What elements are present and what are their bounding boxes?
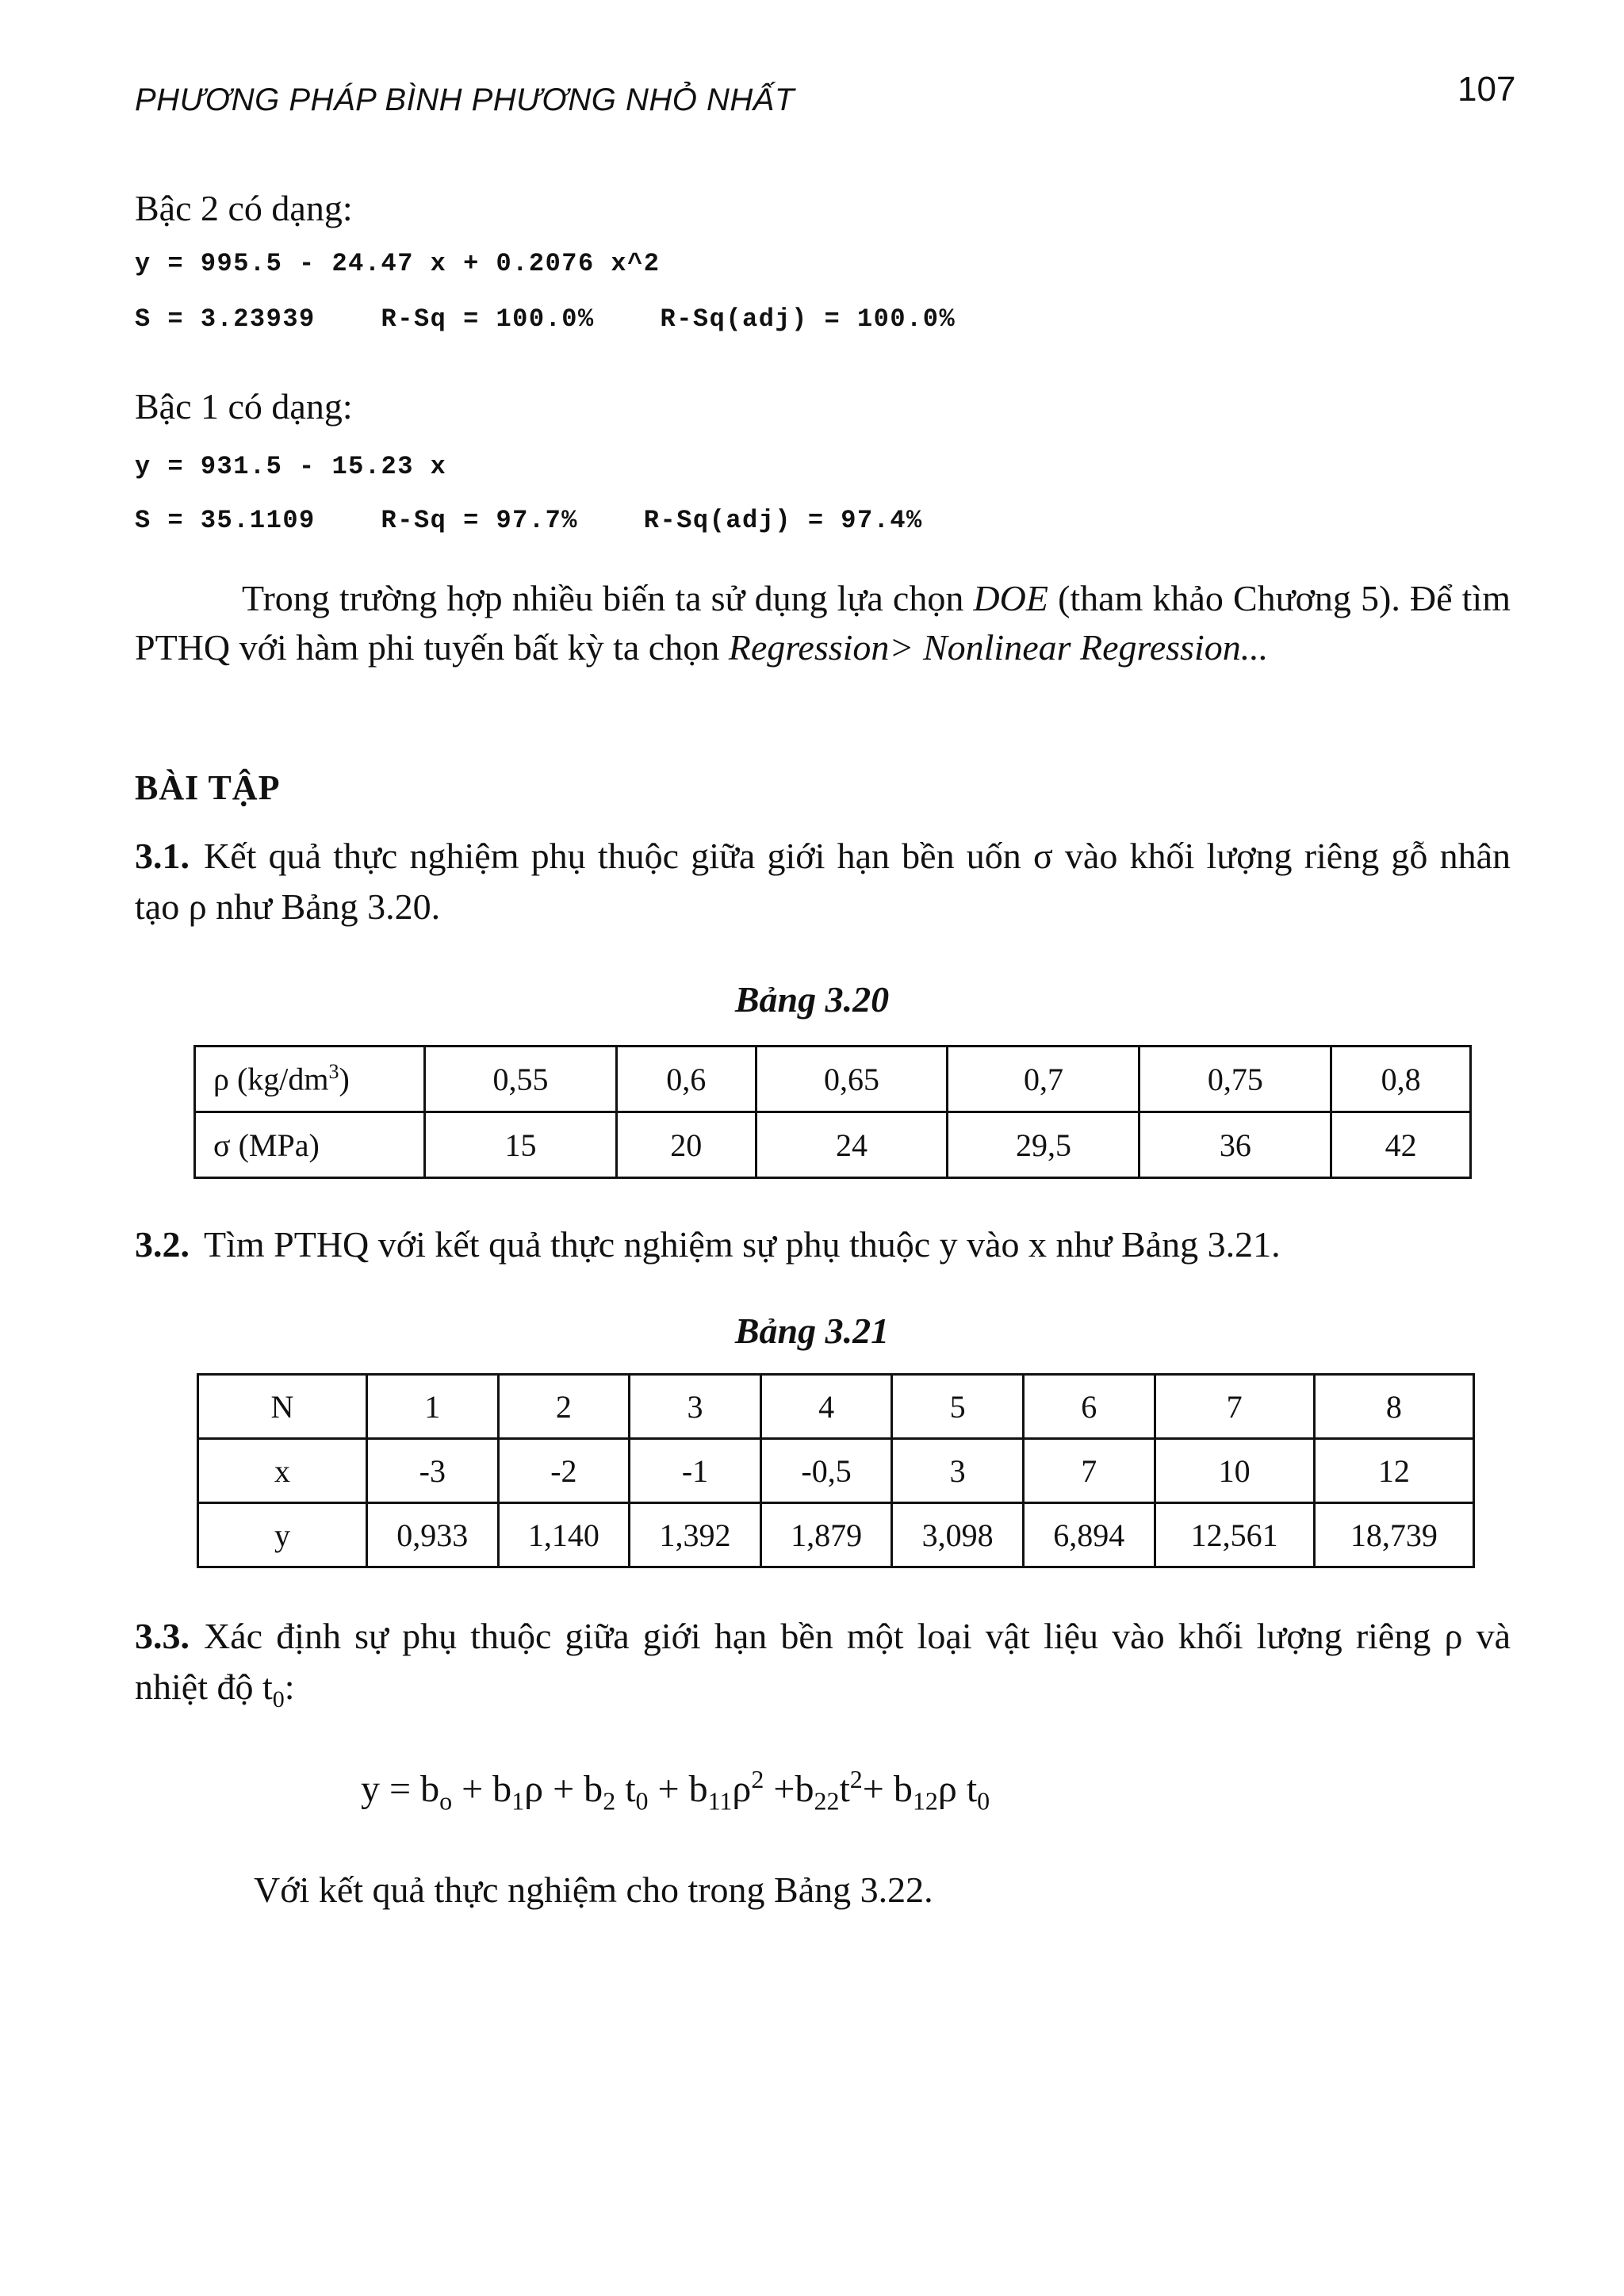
table-cell: 20 — [616, 1112, 756, 1178]
table-cell: 10 — [1155, 1439, 1314, 1503]
row-label-rho: ρ $(kg/dm^3)$ — [195, 1047, 425, 1112]
order2-stats: S = 3.23939 R-Sq = 100.0% R-Sq(adj) = 100.0% — [135, 304, 956, 334]
order2-heading: Bậc 2 có dạng: — [135, 188, 353, 228]
exercise-text: Kết quả thực nghiệm phụ thuộc giữa giới hạn bền uốn σ vào khối lượng riêng gỗ nhân tạo ρ như Bảng 3.20. — [135, 836, 1511, 927]
table-cell: -3 — [367, 1439, 499, 1503]
note-text-1: Trong trường hợp nhiều biến ta sử dụng lựa chọn — [242, 578, 974, 618]
table-cell: 7 — [1155, 1375, 1314, 1439]
table-row — [198, 1439, 1474, 1503]
table-3-20-caption: Bảng 3.20 — [734, 979, 890, 1020]
table-cell: 15 — [425, 1112, 617, 1178]
exercise-number: 3.2. — [135, 1224, 190, 1265]
table-3-21-caption: Bảng 3.21 — [734, 1311, 890, 1351]
table-cell: 1,879 — [760, 1503, 892, 1567]
table-cell: 7 — [1023, 1439, 1155, 1503]
table-cell: 18,739 — [1314, 1503, 1473, 1567]
order1-stats: S = 35.1109 R-Sq = 97.7% R-Sq(adj) = 97.4% — [135, 506, 923, 535]
table-cell: 0,7 — [948, 1047, 1139, 1112]
table-cell: 0,55 — [425, 1047, 617, 1112]
note-menu-path: Regression> Nonlinear Regression... — [728, 627, 1269, 668]
table-cell: 0,933 — [367, 1503, 499, 1567]
table-3-20 — [193, 1045, 1472, 1179]
table-cell: 3 — [892, 1439, 1024, 1503]
table-cell: 3 — [630, 1375, 761, 1439]
exercise-3-3-closing: Với kết quả thực nghiệm cho trong Bảng 3.22. — [254, 1869, 933, 1910]
row-label-sigma: σ (MPa) — [195, 1112, 425, 1178]
note-paragraph — [135, 574, 1511, 672]
table-3-21 — [197, 1373, 1475, 1568]
exercise-text-sub: 0 — [272, 1686, 285, 1713]
table-cell: 6,894 — [1023, 1503, 1155, 1567]
exercise-3-1 — [135, 831, 1511, 932]
exercise-3-3 — [135, 1611, 1511, 1725]
table-cell: 0,75 — [1139, 1047, 1331, 1112]
table-row — [195, 1112, 1471, 1178]
table-cell: -0,5 — [760, 1439, 892, 1503]
row-label-n: N — [198, 1375, 367, 1439]
table-cell: 1,140 — [498, 1503, 630, 1567]
exercise-number: 3.3. — [135, 1616, 190, 1656]
table-cell: 0,6 — [616, 1047, 756, 1112]
order2-equation: y = 995.5 - 24.47 x + 0.2076 x^2 — [135, 249, 661, 278]
table-cell: 29,5 — [948, 1112, 1139, 1178]
table-cell: 5 — [892, 1375, 1024, 1439]
table-cell: 6 — [1023, 1375, 1155, 1439]
table-cell: -2 — [498, 1439, 630, 1503]
exercise-3-2 — [135, 1219, 1511, 1270]
table-cell: 36 — [1139, 1112, 1331, 1178]
table-cell: 4 — [760, 1375, 892, 1439]
row-label-x: x — [198, 1439, 367, 1503]
table-cell: 42 — [1331, 1112, 1471, 1178]
exercise-text: Xác định sự phụ thuộc giữa giới hạn bền một loại vật liệu vào khối lượng riêng ρ và nhiệt độ t — [135, 1616, 1511, 1707]
table-cell: 24 — [756, 1112, 948, 1178]
page-number: 107 — [1457, 70, 1516, 109]
exercise-number: 3.1. — [135, 836, 190, 876]
order1-equation: y = 931.5 - 15.23 x — [135, 452, 447, 481]
note-text-2: (tham khảo Chương 5). Để tìm PTHQ với hàm phi tuyến bất kỳ ta chọn — [135, 578, 1511, 668]
running-title: PHƯƠNG PHÁP BÌNH PHƯƠNG NHỎ NHẤT — [135, 82, 795, 117]
table-row — [195, 1047, 1471, 1112]
exercise-text-end: : — [284, 1667, 295, 1707]
table-cell: -1 — [630, 1439, 761, 1503]
order1-heading: Bậc 1 có dạng: — [135, 386, 353, 427]
table-cell: 0,8 — [1331, 1047, 1471, 1112]
exercise-text: Tìm PTHQ với kết quả thực nghiệm sự phụ thuộc y vào x như Bảng 3.21. — [204, 1224, 1281, 1265]
table-row — [198, 1503, 1474, 1567]
table-row — [198, 1375, 1474, 1439]
section-title: BÀI TẬP — [135, 768, 281, 807]
table-cell: 1 — [367, 1375, 499, 1439]
table-cell: 3,098 — [892, 1503, 1024, 1567]
table-cell: 12,561 — [1155, 1503, 1314, 1567]
table-cell: 12 — [1314, 1439, 1473, 1503]
table-cell: 0,65 — [756, 1047, 948, 1112]
note-doe: DOE — [973, 578, 1048, 618]
table-cell: 8 — [1314, 1375, 1473, 1439]
regression-formula: $y = b_o + b_1\rho + b_2$ $t_0 + b_{11}\rho^2 +b_{22}t^2+ b_{12}\rho$ $t_0$ — [361, 1765, 990, 1816]
row-label-y: y — [198, 1503, 367, 1567]
table-cell: 2 — [498, 1375, 630, 1439]
table-cell: 1,392 — [630, 1503, 761, 1567]
